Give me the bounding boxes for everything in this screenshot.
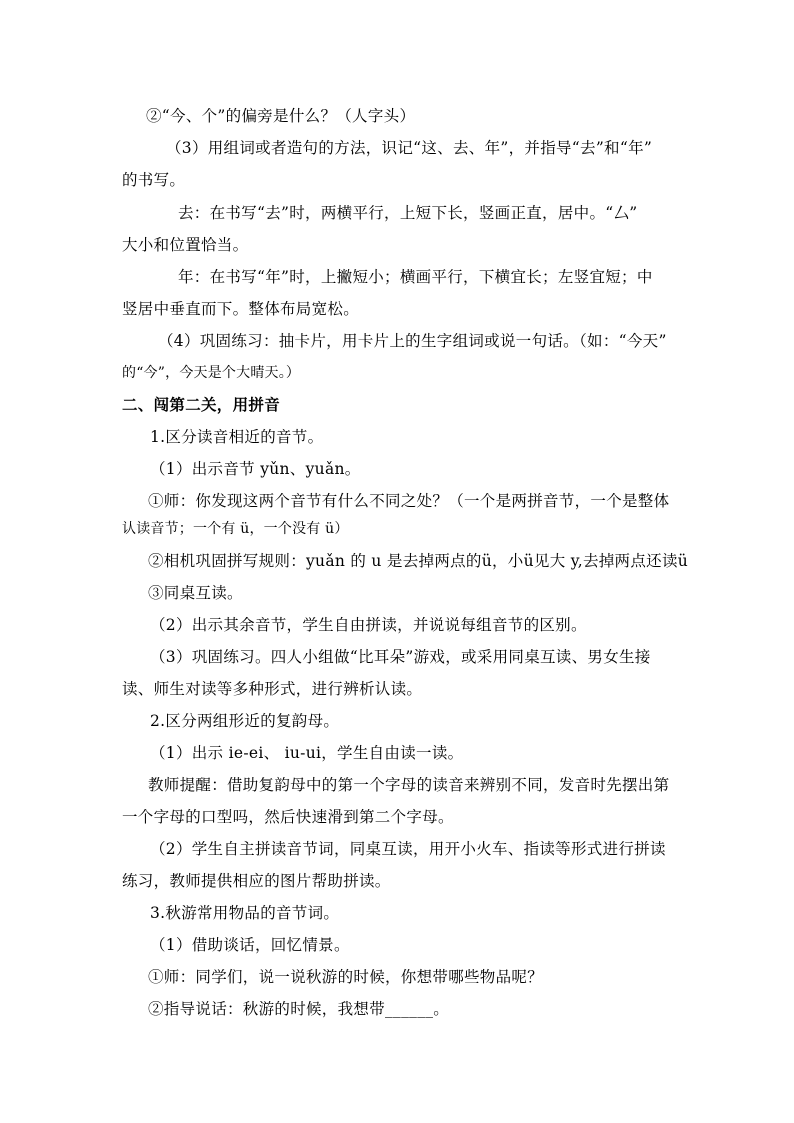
text-line: 3.秋游常用物品的音节词。 (150, 904, 340, 922)
text-line: 教师提醒：借助复韵母中的第一个字母的读音来辨别不同，发音时先摆出第 (148, 776, 670, 794)
text-line: ①师：同学们，说一说秋游的时候，你想带哪些物品呢？ (148, 968, 544, 986)
text-line: 认读音节；一个有 ü，一个没有 ü） (122, 521, 349, 537)
text-line: 1.区分读音相近的音节。 (150, 428, 324, 446)
text-line: 竖居中垂直而下。整体布局宽松。 (122, 300, 360, 318)
text-line: 的书写。 (122, 171, 186, 189)
text-line: （3）用组词或者造句的方法，识记“这、去、年”，并指导“去”和“年” (166, 139, 653, 157)
text-line: （4）巩固练习：抽卡片，用卡片上的生字组词或说一句话。（如：“今天” (158, 332, 667, 350)
text-line: 去：在书写“去”时，两横平行，上短下长，竖画正直，居中。“厶” (178, 204, 638, 222)
text-line: ②相机巩固拼写规则：yuǎn 的 u 是去掉两点的ü，小ü见大 y,去掉两点还读ü (148, 552, 689, 570)
text-line: 2.区分两组形近的复韵母。 (150, 712, 340, 730)
text-line: ②“今、个”的偏旁是什么？（人字头） (146, 107, 416, 125)
text-line: （3）巩固练习。四人小组做“比耳朵”游戏，或采用同桌互读、男女生接 (150, 648, 651, 666)
text-line: （1）出示音节 yǔn、yuǎn。 (150, 460, 361, 478)
text-line: 大小和位置恰当。 (122, 236, 249, 254)
text-line: （1）出示 ie-ei、 iu-ui，学生自由读一读。 (150, 744, 464, 762)
text-line: （2）出示其余音节，学生自由拼读，并说说每组音节的区别。 (150, 616, 587, 634)
text-line: 一个字母的口型吗，然后快速滑到第二个字母。 (122, 808, 454, 826)
text-line: 读、师生对读等多种形式，进行辨析认读。 (122, 680, 423, 698)
text-line: （2）学生自主拼读音节词，同桌互读，用开小火车、指读等形式进行拼读 (150, 840, 666, 858)
text-line: 练习，教师提供相应的图片帮助拼读。 (122, 872, 391, 890)
section-heading: 二、闯第二关，用拼音 (122, 395, 281, 414)
text-line: 年：在书写“年”时，上撇短小；横画平行，下横宜长；左竖宜短；中 (178, 268, 653, 286)
text-line: ①师：你发现这两个音节有什么不同之处？（一个是两拼音节，一个是整体 (148, 492, 670, 510)
text-line: ③同桌互读。 (148, 584, 243, 602)
text-line: 的“今”，今天是个大晴天。） (122, 365, 301, 381)
text-line: ②指导说话：秋游的时候，我想带______。 (148, 1000, 450, 1018)
text-line: （1）借助谈话，回忆情景。 (150, 936, 350, 954)
